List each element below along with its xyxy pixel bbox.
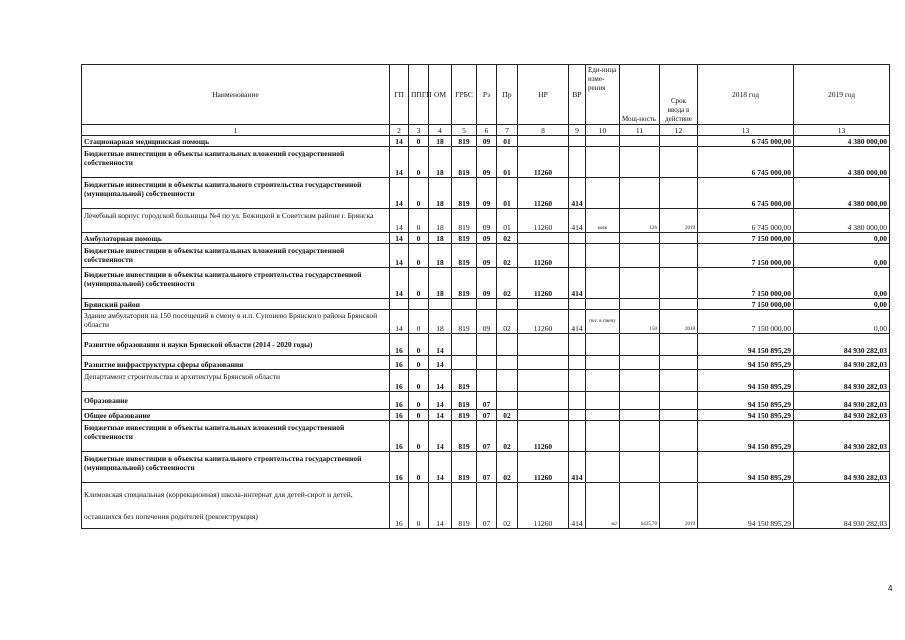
cell-2019: 0,00 — [794, 310, 890, 334]
col-header-2018: 2018 год — [698, 65, 794, 125]
col-number: 4 — [429, 125, 452, 136]
cell-2018: 94 150 895,29 — [698, 452, 794, 483]
cell-gp: 14 — [390, 233, 409, 244]
cell-vr — [569, 244, 586, 268]
cell-ppgp: 0 — [409, 310, 429, 334]
cell-vr: 414 — [569, 178, 586, 209]
cell-om: 14 — [429, 392, 452, 410]
cell-grbs: 819 — [452, 268, 477, 299]
cell-ppgp: 0 — [409, 452, 429, 483]
cell-2018: 7 150 000,00 — [698, 299, 794, 310]
cell-power: 126 — [620, 209, 660, 233]
cell-unit: м2 — [586, 483, 620, 529]
table-row — [82, 147, 890, 178]
table-row — [82, 178, 890, 209]
col-number: 1 — [82, 125, 390, 136]
cell-vr — [569, 392, 586, 410]
cell-gp — [390, 299, 409, 310]
cell-unit — [586, 268, 620, 299]
cell-grbs: 819 — [452, 421, 477, 452]
cell-nr — [518, 356, 569, 370]
cell-gp: 16 — [390, 483, 409, 529]
cell-power — [620, 370, 660, 392]
table-row — [82, 244, 890, 268]
cell-power — [620, 268, 660, 299]
cell-unit — [586, 370, 620, 392]
cell-power — [620, 421, 660, 452]
row-name: Развитие инфраструктуры сферы образования — [82, 356, 390, 370]
row-name: Брянский район — [82, 299, 390, 310]
cell-pr: 01 — [497, 136, 518, 147]
row-name: Бюджетные инвестиции в объекты капитальных вложений государственной собственности — [82, 421, 390, 452]
cell-ppgp: 0 — [409, 209, 429, 233]
cell-gp: 14 — [390, 147, 409, 178]
col-header-pr: Пр — [497, 65, 518, 125]
cell-unit — [586, 299, 620, 310]
cell-2019: 0,00 — [794, 244, 890, 268]
cell-nr: 11260 — [518, 452, 569, 483]
cell-term: 2018 — [660, 310, 698, 334]
cell-rz — [477, 334, 497, 356]
cell-vr: 414 — [569, 452, 586, 483]
row-name: Бюджетные инвестиции в объекты капитального строительства государственной (муниципальной) собственности — [82, 452, 390, 483]
cell-grbs: 819 — [452, 370, 477, 392]
col-number: 6 — [477, 125, 497, 136]
cell-gp: 14 — [390, 268, 409, 299]
cell-2019: 84 930 282,03 — [794, 370, 890, 392]
col-header-om: ОМ — [429, 65, 452, 125]
cell-unit — [586, 392, 620, 410]
cell-vr — [569, 370, 586, 392]
cell-rz — [477, 356, 497, 370]
row-name: Департамент строительства и архитектуры Брянской области — [82, 370, 390, 392]
col-number: 3 — [409, 125, 429, 136]
cell-ppgp: 0 — [409, 244, 429, 268]
cell-rz: 09 — [477, 310, 497, 334]
cell-2018: 7 150 000,00 — [698, 233, 794, 244]
col-header-nr: НР — [518, 65, 569, 125]
cell-gp: 14 — [390, 244, 409, 268]
table-header-row — [82, 65, 890, 125]
cell-grbs: 819 — [452, 410, 477, 421]
cell-pr: 02 — [497, 452, 518, 483]
cell-nr — [518, 370, 569, 392]
cell-ppgp: 0 — [409, 334, 429, 356]
cell-2018: 7 150 000,00 — [698, 244, 794, 268]
cell-term — [660, 370, 698, 392]
cell-ppgp: 0 — [409, 410, 429, 421]
cell-nr: 11260 — [518, 147, 569, 178]
cell-vr: 414 — [569, 268, 586, 299]
cell-unit — [586, 334, 620, 356]
cell-2018: 94 150 895,29 — [698, 370, 794, 392]
cell-om: 14 — [429, 483, 452, 529]
cell-pr: 01 — [497, 209, 518, 233]
cell-gp: 16 — [390, 334, 409, 356]
row-name: Образование — [82, 392, 390, 410]
cell-rz: 07 — [477, 483, 497, 529]
cell-nr — [518, 299, 569, 310]
cell-ppgp: 0 — [409, 178, 429, 209]
cell-gp: 16 — [390, 452, 409, 483]
cell-om: 14 — [429, 334, 452, 356]
cell-2019: 4 380 000,00 — [794, 136, 890, 147]
cell-pr — [497, 370, 518, 392]
cell-om: 14 — [429, 370, 452, 392]
cell-nr: 11260 — [518, 178, 569, 209]
cell-rz: 07 — [477, 392, 497, 410]
cell-rz: 09 — [477, 244, 497, 268]
row-name: Бюджетные инвестиции в объекты капитального строительства государственной (муниципальной) собственности — [82, 268, 390, 299]
cell-grbs — [452, 356, 477, 370]
cell-om: 14 — [429, 452, 452, 483]
cell-2018: 7 150 000,00 — [698, 268, 794, 299]
cell-power — [620, 178, 660, 209]
cell-om: 18 — [429, 147, 452, 178]
cell-vr: 414 — [569, 209, 586, 233]
table-row — [82, 136, 890, 147]
col-header-ppgp: ППГП — [409, 65, 429, 125]
row-name: Бюджетные инвестиции в объекты капитального строительства государственной (муниципальной) собственности — [82, 178, 390, 209]
cell-2018: 94 150 895,29 — [698, 483, 794, 529]
table-row — [82, 452, 890, 483]
table-row — [82, 299, 890, 310]
cell-gp: 16 — [390, 392, 409, 410]
cell-2018: 94 150 895,29 — [698, 356, 794, 370]
cell-term — [660, 452, 698, 483]
col-number: 12 — [660, 125, 698, 136]
cell-nr: 11260 — [518, 244, 569, 268]
cell-unit — [586, 356, 620, 370]
col-number: 13 — [698, 125, 794, 136]
row-name: Амбулаторная помощь — [82, 233, 390, 244]
cell-vr — [569, 421, 586, 452]
col-number: 11 — [620, 125, 660, 136]
cell-gp: 14 — [390, 178, 409, 209]
cell-grbs: 819 — [452, 392, 477, 410]
cell-rz: 09 — [477, 233, 497, 244]
cell-nr: 11260 — [518, 310, 569, 334]
cell-power — [620, 392, 660, 410]
cell-nr — [518, 233, 569, 244]
cell-2018: 94 150 895,29 — [698, 421, 794, 452]
cell-om: 18 — [429, 233, 452, 244]
cell-term — [660, 136, 698, 147]
cell-nr — [518, 392, 569, 410]
row-name: Развитие образования и науки Брянской области (2014 - 2020 годы) — [82, 334, 390, 356]
cell-unit — [586, 452, 620, 483]
col-header-vr: ВР — [569, 65, 586, 125]
cell-rz: 09 — [477, 209, 497, 233]
cell-term — [660, 147, 698, 178]
cell-grbs: 819 — [452, 452, 477, 483]
cell-om: 18 — [429, 136, 452, 147]
cell-power — [620, 233, 660, 244]
col-header-unit: Еди-ница изме-рения — [586, 65, 620, 125]
cell-gp: 14 — [390, 136, 409, 147]
cell-pr — [497, 392, 518, 410]
table-row — [82, 370, 890, 392]
row-name: Общее образование — [82, 410, 390, 421]
col-number: 8 — [518, 125, 569, 136]
cell-power — [620, 334, 660, 356]
cell-om: 18 — [429, 178, 452, 209]
cell-grbs: 819 — [452, 483, 477, 529]
cell-vr — [569, 356, 586, 370]
cell-2019: 0,00 — [794, 268, 890, 299]
cell-grbs: 819 — [452, 244, 477, 268]
table-row — [82, 268, 890, 299]
cell-unit — [586, 147, 620, 178]
cell-grbs — [452, 334, 477, 356]
cell-power — [620, 244, 660, 268]
cell-2019: 84 930 282,03 — [794, 410, 890, 421]
cell-vr — [569, 233, 586, 244]
cell-term: 2019 — [660, 483, 698, 529]
cell-term — [660, 178, 698, 209]
table-row — [82, 233, 890, 244]
cell-pr: 02 — [497, 410, 518, 421]
cell-2019: 4 380 000,00 — [794, 147, 890, 178]
row-name: Лечебный корпус городской больницы №4 по ул. Бежицкой в Советском районе г. Брянска — [82, 209, 390, 233]
cell-power — [620, 410, 660, 421]
cell-2019: 84 930 282,03 — [794, 392, 890, 410]
table-row — [82, 334, 890, 356]
table-row — [82, 483, 890, 529]
cell-ppgp: 0 — [409, 233, 429, 244]
cell-nr: 11260 — [518, 483, 569, 529]
cell-2018: 6 745 000,00 — [698, 209, 794, 233]
cell-2019: 0,00 — [794, 299, 890, 310]
cell-unit — [586, 410, 620, 421]
col-number: 10 — [586, 125, 620, 136]
cell-term — [660, 334, 698, 356]
cell-term — [660, 299, 698, 310]
cell-om: 14 — [429, 410, 452, 421]
cell-ppgp: 0 — [409, 421, 429, 452]
cell-grbs: 819 — [452, 147, 477, 178]
cell-nr: 11260 — [518, 209, 569, 233]
cell-2019: 0,00 — [794, 233, 890, 244]
cell-rz: 07 — [477, 452, 497, 483]
cell-pr — [497, 356, 518, 370]
cell-grbs — [452, 299, 477, 310]
cell-grbs: 819 — [452, 178, 477, 209]
cell-power — [620, 147, 660, 178]
cell-vr — [569, 299, 586, 310]
cell-om: 18 — [429, 268, 452, 299]
row-name: Бюджетные инвестиции в объекты капитальных вложений государственной собственности — [82, 244, 390, 268]
cell-vr — [569, 334, 586, 356]
cell-gp: 16 — [390, 410, 409, 421]
cell-ppgp: 0 — [409, 392, 429, 410]
cell-gp: 14 — [390, 209, 409, 233]
cell-pr: 02 — [497, 483, 518, 529]
table-row — [82, 392, 890, 410]
col-header-grbs: ГРБС — [452, 65, 477, 125]
cell-om: 18 — [429, 244, 452, 268]
cell-rz: 09 — [477, 136, 497, 147]
cell-term — [660, 268, 698, 299]
cell-term — [660, 244, 698, 268]
col-header-rz: Рз — [477, 65, 497, 125]
row-name: Бюджетные инвестиции в объекты капитальных вложений государственной собственности — [82, 147, 390, 178]
cell-power — [620, 136, 660, 147]
col-number: 9 — [569, 125, 586, 136]
table-row — [82, 209, 890, 233]
col-header-term: Срок ввода в действие — [660, 65, 698, 125]
cell-term — [660, 356, 698, 370]
cell-term: 2019 — [660, 209, 698, 233]
cell-nr — [518, 410, 569, 421]
cell-power — [620, 356, 660, 370]
cell-grbs: 819 — [452, 136, 477, 147]
cell-pr: 02 — [497, 421, 518, 452]
cell-unit — [586, 178, 620, 209]
cell-power: 6435,70 — [620, 483, 660, 529]
cell-power: 150 — [620, 310, 660, 334]
row-name: Стационарная медицинская помощь — [82, 136, 390, 147]
cell-vr — [569, 410, 586, 421]
cell-rz: 07 — [477, 421, 497, 452]
cell-2019: 4 380 000,00 — [794, 209, 890, 233]
cell-grbs: 819 — [452, 209, 477, 233]
cell-gp: 16 — [390, 421, 409, 452]
budget-table — [81, 64, 890, 529]
col-number: 13 — [794, 125, 890, 136]
cell-gp: 16 — [390, 356, 409, 370]
col-number: 2 — [390, 125, 409, 136]
cell-term — [660, 392, 698, 410]
cell-pr — [497, 299, 518, 310]
col-header-name: Наименование — [82, 65, 390, 125]
row-name: Здание амбулатории на 150 посещений в смену в н.п. Супонево Брянского района Брянской области — [82, 310, 390, 334]
cell-ppgp: 0 — [409, 147, 429, 178]
cell-gp: 14 — [390, 310, 409, 334]
cell-2019: 4 380 000,00 — [794, 178, 890, 209]
cell-pr: 02 — [497, 244, 518, 268]
col-number: 5 — [452, 125, 477, 136]
cell-ppgp: 0 — [409, 483, 429, 529]
col-header-2019: 2019 год — [794, 65, 890, 125]
cell-ppgp: 0 — [409, 356, 429, 370]
cell-pr — [497, 334, 518, 356]
cell-ppgp: 0 — [409, 268, 429, 299]
cell-power — [620, 299, 660, 310]
cell-2018: 94 150 895,29 — [698, 410, 794, 421]
cell-om: 14 — [429, 356, 452, 370]
cell-vr: 414 — [569, 310, 586, 334]
cell-ppgp: 0 — [409, 136, 429, 147]
cell-unit: коек — [586, 209, 620, 233]
page-number: 4 — [888, 584, 893, 593]
cell-2019: 84 930 282,03 — [794, 452, 890, 483]
cell-gp: 16 — [390, 370, 409, 392]
cell-om: 14 — [429, 421, 452, 452]
cell-unit — [586, 233, 620, 244]
col-number: 7 — [497, 125, 518, 136]
cell-om: 18 — [429, 209, 452, 233]
cell-rz: 09 — [477, 178, 497, 209]
table-row — [82, 421, 890, 452]
table-row — [82, 410, 890, 421]
cell-nr — [518, 334, 569, 356]
cell-rz: 09 — [477, 147, 497, 178]
cell-nr: 11260 — [518, 421, 569, 452]
cell-unit — [586, 244, 620, 268]
budget-table-sheet — [81, 64, 889, 529]
cell-2019: 84 930 282,03 — [794, 334, 890, 356]
cell-pr: 02 — [497, 233, 518, 244]
cell-grbs: 819 — [452, 310, 477, 334]
cell-rz — [477, 299, 497, 310]
cell-2018: 6 745 000,00 — [698, 178, 794, 209]
cell-grbs: 819 — [452, 233, 477, 244]
row-name: Климовская специальная (коррекционная) школа-интернат для детей-сирот и детей, оставшихся без попечения родителей (реконструкция) — [82, 483, 390, 529]
cell-pr: 01 — [497, 147, 518, 178]
cell-rz: 09 — [477, 268, 497, 299]
cell-2018: 6 745 000,00 — [698, 147, 794, 178]
cell-2018: 94 150 895,29 — [698, 334, 794, 356]
column-numbering-row — [82, 125, 890, 136]
cell-2019: 84 930 282,03 — [794, 421, 890, 452]
cell-ppgp: 0 — [409, 370, 429, 392]
cell-vr — [569, 147, 586, 178]
cell-pr: 01 — [497, 178, 518, 209]
cell-2019: 84 930 282,03 — [794, 483, 890, 529]
cell-term — [660, 421, 698, 452]
col-header-power: Мощ-ность — [620, 65, 660, 125]
cell-vr: 414 — [569, 483, 586, 529]
cell-om — [429, 299, 452, 310]
cell-nr — [518, 136, 569, 147]
cell-pr: 02 — [497, 268, 518, 299]
cell-unit — [586, 421, 620, 452]
cell-nr: 11260 — [518, 268, 569, 299]
cell-unit — [586, 136, 620, 147]
cell-ppgp — [409, 299, 429, 310]
cell-power — [620, 452, 660, 483]
cell-om: 18 — [429, 310, 452, 334]
cell-2019: 84 930 282,03 — [794, 356, 890, 370]
cell-term — [660, 233, 698, 244]
cell-2018: 94 150 895,29 — [698, 392, 794, 410]
cell-unit: пос. в смену — [586, 310, 620, 334]
col-header-gp: ГП — [390, 65, 409, 125]
cell-pr: 02 — [497, 310, 518, 334]
cell-rz: 07 — [477, 410, 497, 421]
cell-vr — [569, 136, 586, 147]
table-row — [82, 356, 890, 370]
cell-2018: 6 745 000,00 — [698, 136, 794, 147]
cell-rz — [477, 370, 497, 392]
cell-2018: 7 150 000,00 — [698, 310, 794, 334]
cell-term — [660, 410, 698, 421]
table-row — [82, 310, 890, 334]
